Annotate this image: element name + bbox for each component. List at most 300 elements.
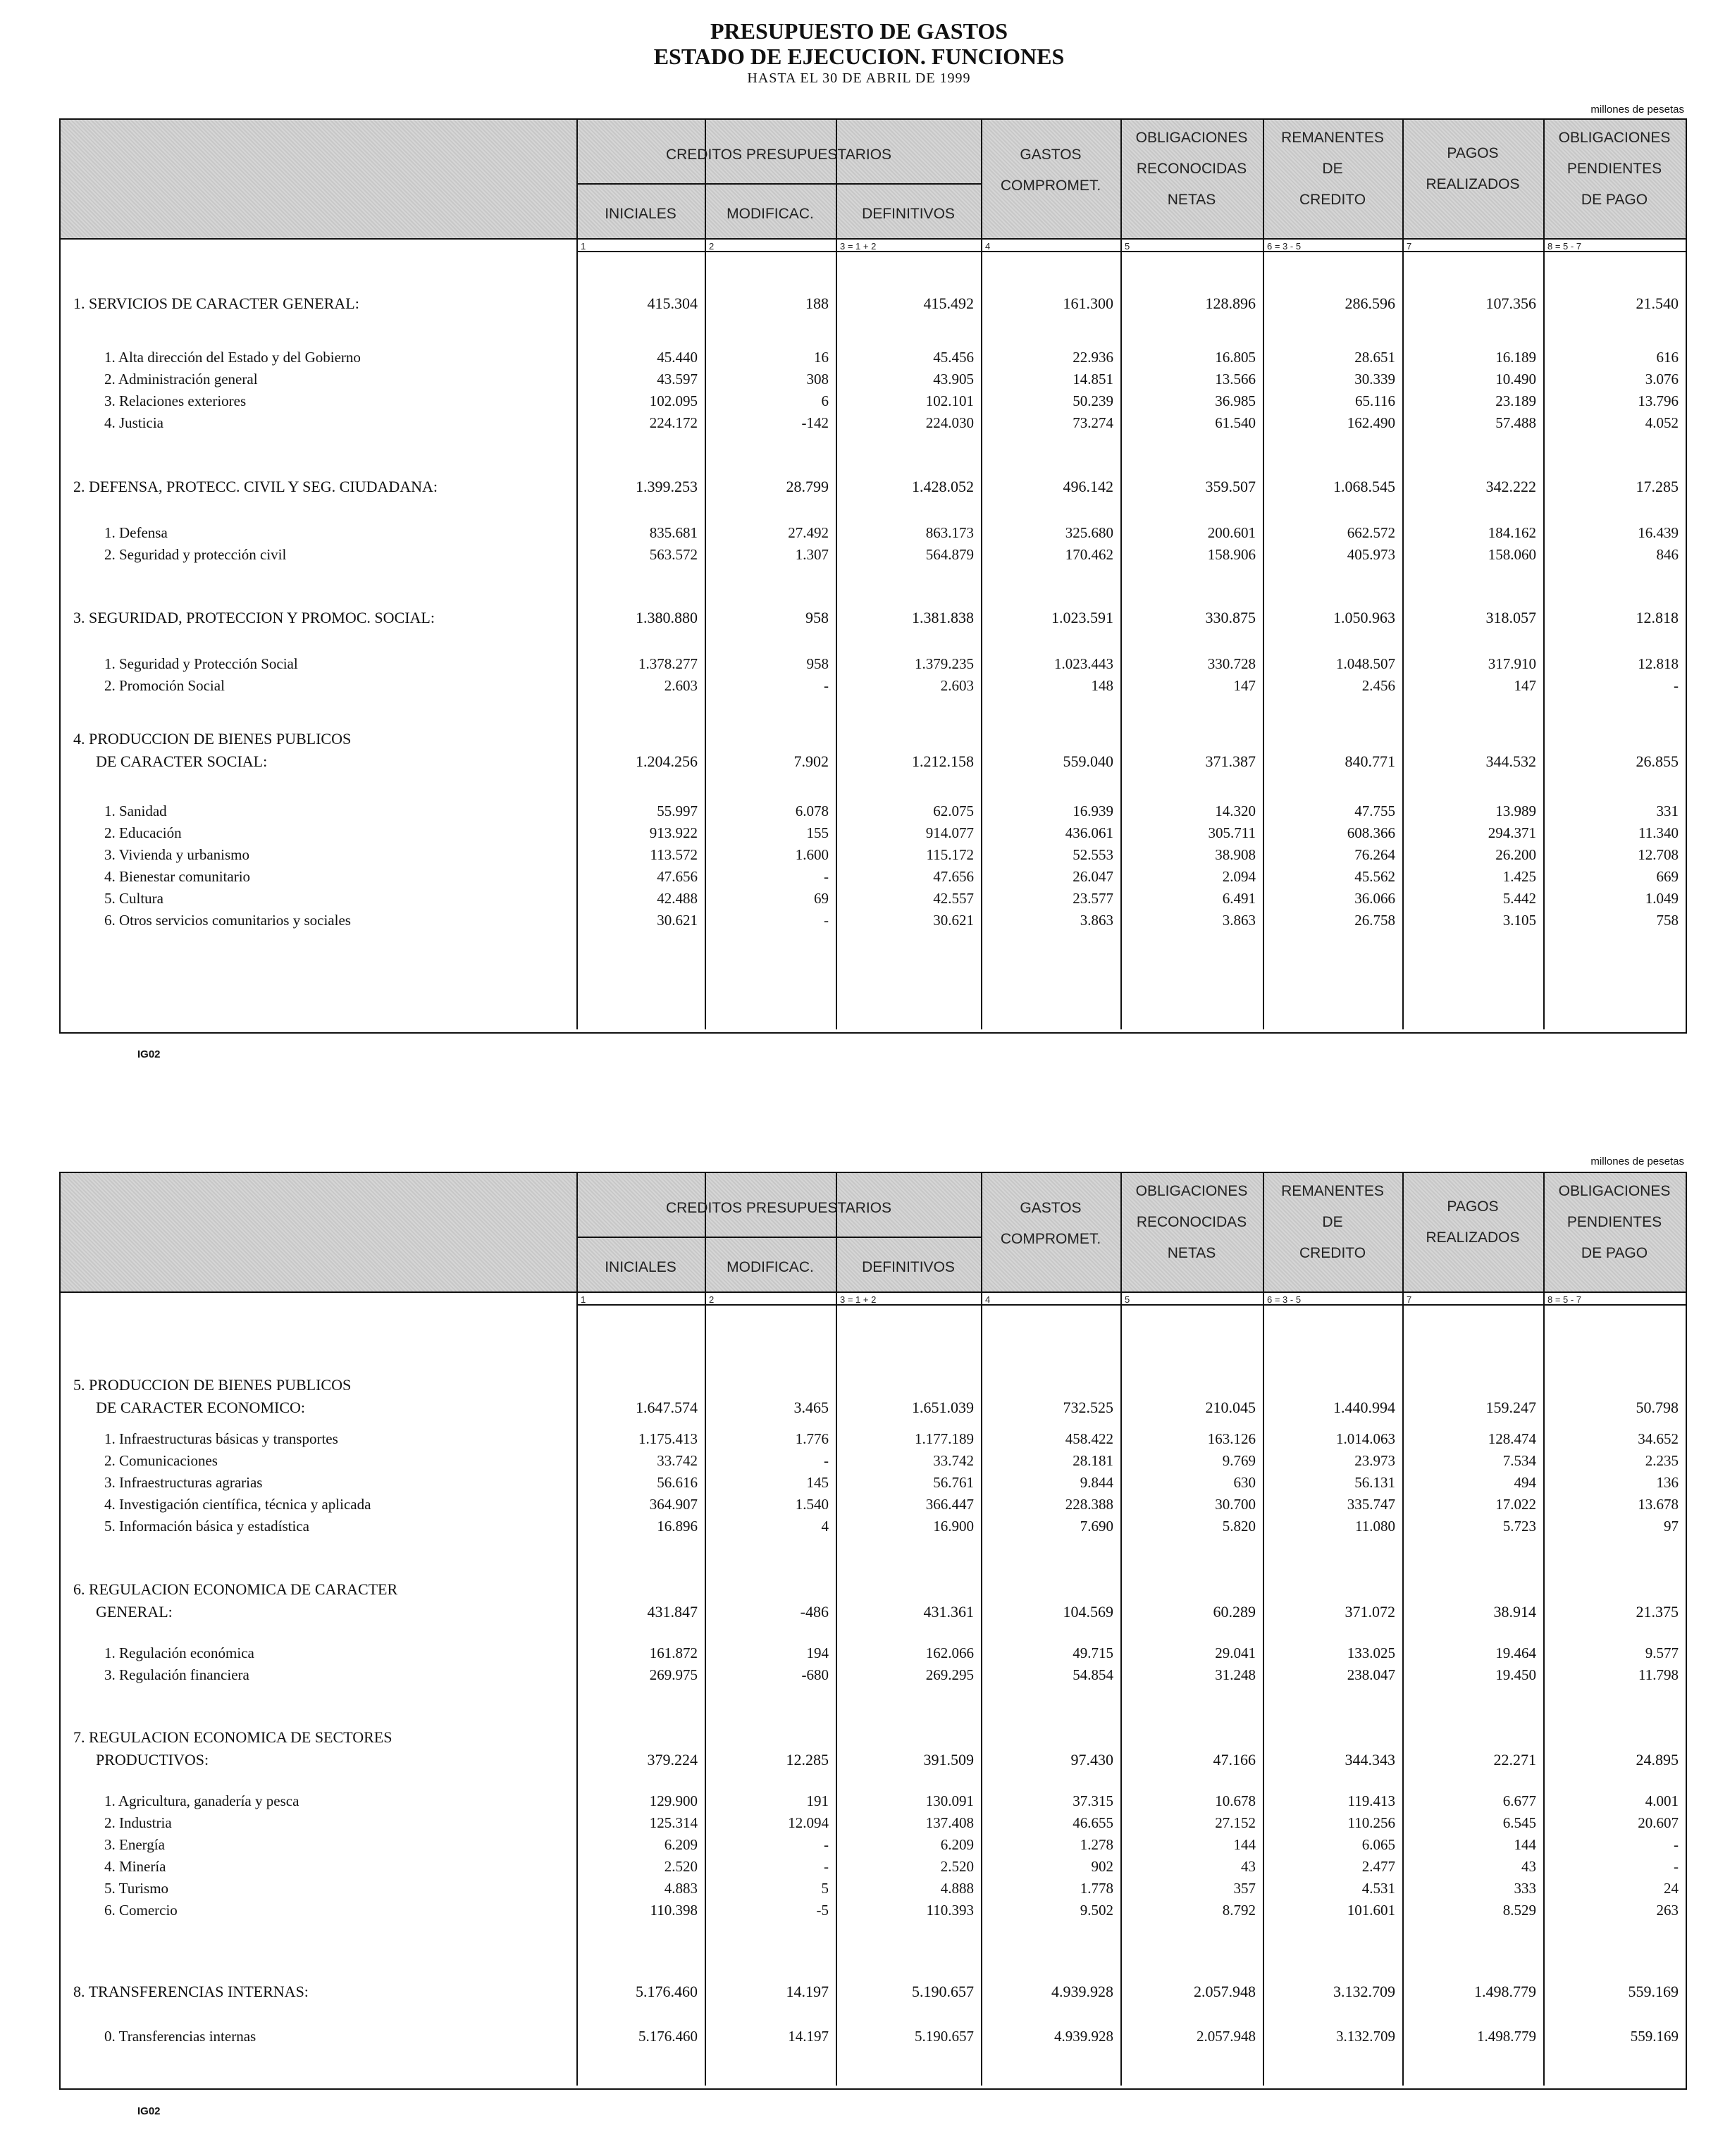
cell-value: 47.656 [933, 868, 974, 885]
cell-value: 26.758 [1354, 912, 1395, 929]
cell-value: 52.553 [1073, 846, 1113, 863]
cell-value: 5.176.460 [636, 1983, 698, 2000]
cell-value: 49.715 [1073, 1644, 1113, 1661]
table-row [61, 1472, 1686, 1493]
cell-value: 28.799 [786, 478, 829, 495]
cell-value: 45.562 [1354, 868, 1395, 885]
cell-value: 110.256 [1347, 1814, 1395, 1831]
cell-value: 125.314 [649, 1814, 698, 1831]
section-row [61, 1375, 1686, 1396]
cell-value: 97.430 [1070, 1751, 1113, 1768]
cell-value: 559.169 [1630, 2028, 1679, 2045]
cell-value: 238.047 [1347, 1666, 1395, 1683]
cell-value: 1.175.413 [638, 1430, 698, 1447]
column-number: 7 [1407, 241, 1412, 252]
cell-value: - [1674, 1858, 1679, 1875]
column-divider [1263, 1173, 1264, 2086]
cell-value: 331 [1656, 803, 1679, 819]
item-label: 4. Minería [104, 1858, 166, 1875]
cell-value: 45.440 [657, 349, 698, 366]
cell-value: 294.371 [1488, 824, 1536, 841]
item-label: 2. Seguridad y protección civil [104, 546, 287, 563]
item-label: 2. Educación [104, 824, 182, 841]
section-label: 5. PRODUCCION DE BIENES PUBLICOS [73, 1376, 352, 1394]
cell-value: 42.557 [933, 890, 974, 907]
header-pendientes: DE PAGO [1581, 1245, 1648, 1261]
cell-value: 191 [806, 1792, 829, 1809]
cell-value: 5.442 [1502, 890, 1536, 907]
column-number: 8 = 5 - 7 [1547, 241, 1582, 252]
cell-value: 76.264 [1354, 846, 1395, 863]
item-label: 1. Seguridad y Protección Social [104, 655, 298, 672]
cell-value: 1.498.779 [1477, 2028, 1536, 2045]
cell-value: 12.818 [1638, 655, 1679, 672]
header-obligaciones: RECONOCIDAS [1136, 1214, 1247, 1230]
column-number: 8 = 5 - 7 [1547, 1294, 1582, 1305]
item-label: 1. Sanidad [104, 803, 167, 819]
table-row [61, 1494, 1686, 1515]
cell-value: 5 [821, 1880, 829, 1897]
item-label: 6. Otros servicios comunitarios y sociales [104, 912, 351, 929]
cell-value: 33.742 [933, 1452, 974, 1469]
cell-value: - [824, 912, 829, 929]
cell-value: 359.507 [1205, 478, 1256, 495]
cell-value: 56.616 [657, 1474, 698, 1491]
cell-value: 170.462 [1065, 546, 1113, 563]
section-label: DE CARACTER SOCIAL: [96, 752, 268, 770]
column-divider [1543, 1173, 1545, 2086]
cell-value: -680 [801, 1666, 829, 1683]
cell-value: 1.498.779 [1474, 1983, 1536, 2000]
column-number: 4 [985, 1294, 991, 1305]
cell-value: 958 [805, 609, 829, 626]
header-obligaciones: NETAS [1167, 192, 1216, 208]
cell-value: 128.896 [1205, 295, 1256, 312]
cell-value: 31.248 [1215, 1666, 1256, 1683]
cell-value: 4.052 [1645, 414, 1679, 431]
cell-value: 34.652 [1638, 1430, 1679, 1447]
cell-value: 835.681 [649, 524, 698, 541]
cell-value: 11.798 [1638, 1666, 1679, 1683]
cell-value: 27.152 [1215, 1814, 1256, 1831]
cell-value: 14.197 [788, 2028, 829, 2045]
header-remanentes: REMANENTES [1281, 130, 1384, 146]
section-label: 8. TRANSFERENCIAS INTERNAS: [73, 1983, 309, 2000]
header-remanentes: REMANENTES [1281, 1183, 1384, 1199]
cell-value: 415.304 [647, 295, 698, 312]
cell-value: 405.973 [1347, 546, 1395, 563]
cell-value: 4 [821, 1518, 829, 1535]
cell-value: 6 [821, 392, 829, 409]
cell-value: 23.189 [1495, 392, 1536, 409]
cell-value: 379.224 [647, 1751, 698, 1768]
header-definitivos: DEFINITIVOS [862, 1259, 955, 1275]
cell-value: 1.440.994 [1333, 1399, 1395, 1416]
header-pagos: REALIZADOS [1426, 1229, 1520, 1246]
table-row [61, 653, 1686, 674]
header-gastos: COMPROMET. [1000, 1231, 1101, 1247]
item-label: 3. Energía [104, 1836, 165, 1853]
section-label: 6. REGULACION ECONOMICA DE CARACTER [73, 1580, 398, 1598]
cell-value: 129.900 [649, 1792, 698, 1809]
cell-value: 50.798 [1636, 1399, 1679, 1416]
cell-value: 60.289 [1213, 1603, 1256, 1621]
cell-value: - [824, 1452, 829, 1469]
cell-value: 431.361 [923, 1603, 974, 1621]
cell-value: 38.908 [1215, 846, 1256, 863]
cell-value: 50.239 [1073, 392, 1113, 409]
cell-value: 5.190.657 [915, 2028, 974, 2045]
table-row [61, 2026, 1686, 2047]
cell-value: 43 [1241, 1858, 1256, 1875]
cell-value: 133.025 [1347, 1644, 1395, 1661]
cell-value: 38.914 [1493, 1603, 1536, 1621]
cell-value: 9.844 [1080, 1474, 1113, 1491]
cell-value: 1.204.256 [636, 752, 698, 770]
column-number: 4 [985, 241, 991, 252]
header-obligaciones: OBLIGACIONES [1135, 130, 1248, 146]
cell-value: 14.320 [1215, 803, 1256, 819]
item-label: 5. Cultura [104, 890, 163, 907]
cell-value: 10.490 [1495, 371, 1536, 388]
cell-value: 73.274 [1073, 414, 1113, 431]
cell-value: - [824, 1836, 829, 1853]
section-row [61, 729, 1686, 750]
section-label: GENERAL: [96, 1603, 173, 1621]
cell-value: 107.356 [1485, 295, 1536, 312]
cell-value: 12.285 [786, 1751, 829, 1768]
cell-value: 119.413 [1347, 1792, 1395, 1809]
cell-value: 4.883 [664, 1880, 698, 1897]
cell-value: 1.425 [1502, 868, 1536, 885]
cell-value: 415.492 [923, 295, 974, 312]
cell-value: 23.577 [1073, 890, 1113, 907]
cell-value: 22.271 [1493, 1751, 1536, 1768]
cell-value: 136 [1656, 1474, 1679, 1491]
section-row [61, 476, 1686, 497]
cell-value: 54.854 [1073, 1666, 1113, 1683]
cell-value: 13.566 [1215, 371, 1256, 388]
item-label: 1. Alta dirección del Estado y del Gobierno [104, 349, 361, 366]
cell-value: 1.379.235 [915, 655, 974, 672]
cell-value: 371.387 [1205, 752, 1256, 770]
table-row [61, 1642, 1686, 1664]
cell-value: 7.902 [793, 752, 829, 770]
item-label: 4. Bienestar comunitario [104, 868, 251, 885]
cell-value: 14.197 [786, 1983, 829, 2000]
cell-value: 958 [806, 655, 829, 672]
header-iniciales: INICIALES [605, 1259, 676, 1275]
header-pendientes: PENDIENTES [1566, 161, 1662, 177]
cell-value: 2.057.948 [1194, 1983, 1256, 2000]
column-number: 6 = 3 - 5 [1267, 1294, 1302, 1305]
cell-value: 61.540 [1215, 414, 1256, 431]
group-divider [576, 1237, 981, 1238]
cell-value: 42.488 [657, 890, 698, 907]
number-row-divider [576, 1304, 1686, 1306]
cell-value: 902 [1091, 1858, 1113, 1875]
section-row [61, 751, 1686, 772]
cell-value: 17.285 [1636, 478, 1679, 495]
table-row [61, 1664, 1686, 1685]
cell-value: 1.177.189 [915, 1430, 974, 1447]
cell-value: 263 [1656, 1902, 1679, 1919]
cell-value: 97 [1664, 1518, 1679, 1535]
cell-value: 102.095 [649, 392, 698, 409]
item-label: 1. Infraestructuras básicas y transportes [104, 1430, 338, 1447]
item-label: 3. Relaciones exteriores [104, 392, 247, 409]
cell-value: 163.126 [1207, 1430, 1256, 1447]
cell-value: 194 [806, 1644, 829, 1661]
item-label: 1. Defensa [104, 524, 168, 541]
column-number: 1 [581, 241, 586, 252]
cell-value: 458.422 [1065, 1430, 1113, 1447]
cell-value: 13.678 [1638, 1496, 1679, 1513]
cell-value: 113.572 [650, 846, 698, 863]
cell-value: 158.906 [1207, 546, 1256, 563]
cell-value: 1.778 [1080, 1880, 1113, 1897]
item-label: 5. Información básica y estadística [104, 1518, 309, 1535]
cell-value: 110.393 [926, 1902, 974, 1919]
cell-value: 2.456 [1361, 677, 1395, 694]
cell-value: 101.601 [1347, 1902, 1395, 1919]
cell-value: 21.375 [1636, 1603, 1679, 1621]
cell-value: 188 [805, 295, 829, 312]
header-remanentes: DE [1322, 161, 1343, 177]
cell-value: 1.428.052 [912, 478, 974, 495]
item-label: 3. Infraestructuras agrarias [104, 1474, 263, 1491]
cell-value: 4.939.928 [1054, 2028, 1113, 2045]
cell-value: 616 [1656, 349, 1679, 366]
table-row [61, 800, 1686, 822]
header-modificac: MODIFICAC. [727, 206, 814, 222]
cell-value: 9.502 [1080, 1902, 1113, 1919]
cell-value: 23.973 [1354, 1452, 1395, 1469]
section-label: 7. REGULACION ECONOMICA DE SECTORES [73, 1728, 393, 1746]
cell-value: 13.989 [1495, 803, 1536, 819]
cell-value: 20.607 [1638, 1814, 1679, 1831]
cell-value: 144 [1514, 1836, 1536, 1853]
header-remanentes: CREDITO [1299, 1245, 1366, 1261]
form-code: IG02 [137, 2105, 161, 2117]
cell-value: 56.761 [933, 1474, 974, 1491]
cell-value: 286.596 [1345, 295, 1395, 312]
section-label: 2. DEFENSA, PROTECC. CIVIL Y SEG. CIUDADANA: [73, 478, 438, 495]
cell-value: 914.077 [925, 824, 974, 841]
cell-value: 47.166 [1213, 1751, 1256, 1768]
cell-value: 29.041 [1215, 1644, 1256, 1661]
cell-value: 144 [1233, 1836, 1256, 1853]
cell-value: 1.068.545 [1333, 478, 1395, 495]
cell-value: 2.094 [1222, 868, 1256, 885]
item-label: 2. Administración general [104, 371, 258, 388]
table-row [61, 1516, 1686, 1537]
cell-value: 17.022 [1495, 1496, 1536, 1513]
header-obligaciones: RECONOCIDAS [1136, 161, 1247, 177]
cell-value: 102.101 [925, 392, 974, 409]
cell-value: 27.492 [788, 524, 829, 541]
cell-value: 3.465 [793, 1399, 829, 1416]
cell-value: 669 [1656, 868, 1679, 885]
cell-value: 104.569 [1063, 1603, 1113, 1621]
cell-value: 342.222 [1485, 478, 1536, 495]
cell-value: - [824, 677, 829, 694]
cell-value: 147 [1514, 677, 1536, 694]
cell-value: 43 [1521, 1858, 1536, 1875]
cell-value: 3.132.709 [1333, 1983, 1395, 2000]
item-label: 2. Promoción Social [104, 677, 225, 694]
table-row [61, 844, 1686, 865]
header-pagos: PAGOS [1447, 145, 1499, 161]
cell-value: 24.895 [1636, 1751, 1679, 1768]
cell-value: 16 [814, 349, 829, 366]
table-row [61, 822, 1686, 843]
cell-value: - [1674, 677, 1679, 694]
table-row [61, 1450, 1686, 1471]
cell-value: 1.381.838 [912, 609, 974, 626]
cell-value: 1.540 [795, 1496, 829, 1513]
cell-value: 16.896 [657, 1518, 698, 1535]
cell-value: 840.771 [1345, 752, 1395, 770]
cell-value: - [824, 868, 829, 885]
cell-value: 1.014.063 [1336, 1430, 1395, 1447]
cell-value: 30.621 [933, 912, 974, 929]
cell-value: 161.872 [649, 1644, 698, 1661]
cell-value: 28.651 [1354, 349, 1395, 366]
cell-value: 8.529 [1502, 1902, 1536, 1919]
table-row [61, 675, 1686, 696]
header-creditos-presupuestarios: CREDITOS PRESUPUESTARIOS [665, 147, 892, 163]
cell-value: 36.066 [1354, 890, 1395, 907]
table-row [61, 1834, 1686, 1855]
table-row [61, 1878, 1686, 1899]
report-subtitle: ESTADO DE EJECUCION. FUNCIONES [653, 44, 1065, 69]
table-row [61, 910, 1686, 931]
header-modificac: MODIFICAC. [727, 1259, 814, 1275]
cell-value: 5.820 [1222, 1518, 1256, 1535]
group-divider [576, 183, 981, 185]
report-header [0, 18, 1718, 87]
table-row [61, 347, 1686, 368]
cell-value: 1.378.277 [638, 655, 698, 672]
cell-value: 2.520 [664, 1858, 698, 1875]
cell-value: 128.474 [1488, 1430, 1536, 1447]
cell-value: 3.105 [1502, 912, 1536, 929]
header-remanentes: CREDITO [1299, 192, 1366, 208]
section-label: 1. SERVICIOS DE CARACTER GENERAL: [73, 295, 359, 312]
cell-value: 846 [1656, 546, 1679, 563]
cell-value: 130.091 [925, 1792, 974, 1809]
cell-value: 3.076 [1645, 371, 1679, 388]
cell-value: 55.997 [657, 803, 698, 819]
cell-value: 357 [1233, 1880, 1256, 1897]
cell-value: 7.690 [1080, 1518, 1113, 1535]
section-row [61, 1727, 1686, 1748]
column-number: 3 = 1 + 2 [840, 1294, 877, 1305]
cell-value: 662.572 [1347, 524, 1395, 541]
cell-value: 366.447 [925, 1496, 974, 1513]
section-row [61, 1981, 1686, 2002]
cell-value: 1.380.880 [636, 609, 698, 626]
cell-value: 3.863 [1222, 912, 1256, 929]
cell-value: 6.078 [795, 803, 829, 819]
table-row [61, 1812, 1686, 1833]
cell-value: 47.656 [657, 868, 698, 885]
cell-value: - [824, 1858, 829, 1875]
cell-value: 19.450 [1495, 1666, 1536, 1683]
column-number: 5 [1125, 1294, 1130, 1305]
form-code: IG02 [137, 1048, 161, 1060]
header-pagos: PAGOS [1447, 1198, 1499, 1215]
table-row [61, 368, 1686, 390]
cell-value: 6.209 [664, 1836, 698, 1853]
cell-value: 36.985 [1215, 392, 1256, 409]
cell-value: 2.520 [940, 1858, 974, 1875]
cell-value: 1.212.158 [912, 752, 974, 770]
cell-value: 563.572 [649, 546, 698, 563]
cell-value: 110.398 [650, 1902, 698, 1919]
column-divider [576, 1173, 578, 2086]
item-label: 1. Regulación económica [104, 1644, 254, 1661]
cell-value: 1.278 [1080, 1836, 1113, 1853]
cell-value: 4.531 [1361, 1880, 1395, 1897]
section-row [61, 607, 1686, 628]
column-number: 2 [709, 1294, 715, 1305]
cell-value: 2.603 [940, 677, 974, 694]
cell-value: 46.655 [1073, 1814, 1113, 1831]
table-row [61, 544, 1686, 565]
header-iniciales: INICIALES [605, 206, 676, 222]
cell-value: 162.066 [925, 1644, 974, 1661]
table-row [61, 1428, 1686, 1449]
cell-value: 13.796 [1638, 392, 1679, 409]
cell-value: 4.001 [1645, 1792, 1679, 1809]
cell-value: 11.340 [1638, 824, 1679, 841]
units-label: millones de pesetas [1590, 1156, 1684, 1167]
cell-value: 1.048.507 [1336, 655, 1395, 672]
item-label: 0. Transferencias internas [104, 2028, 257, 2045]
cell-value: 47.755 [1354, 803, 1395, 819]
cell-value: 1.600 [795, 846, 829, 863]
cell-value: 147 [1233, 677, 1256, 694]
cell-value: 2.603 [664, 677, 698, 694]
cell-value: 1.647.574 [636, 1399, 698, 1416]
cell-value: 305.711 [1208, 824, 1256, 841]
cell-value: 630 [1233, 1474, 1256, 1491]
item-label: 4. Investigación científica, técnica y aplicada [104, 1496, 371, 1513]
table-row [61, 390, 1686, 411]
cell-value: 16.900 [933, 1518, 974, 1535]
cell-value: 14.851 [1073, 371, 1113, 388]
header-definitivos: DEFINITIVOS [862, 206, 955, 222]
units-label: millones de pesetas [1590, 104, 1684, 116]
cell-value: 436.061 [1065, 824, 1113, 841]
cell-value: 371.072 [1345, 1603, 1395, 1621]
cell-value: 344.343 [1345, 1751, 1395, 1768]
cell-value: 16.439 [1638, 524, 1679, 541]
cell-value: -142 [801, 414, 829, 431]
cell-value: 317.910 [1488, 655, 1536, 672]
budget-table-1 [59, 118, 1687, 1034]
section-row [61, 1397, 1686, 1418]
cell-value: 1.023.443 [1054, 655, 1113, 672]
cell-value: 9.769 [1222, 1452, 1256, 1469]
cell-value: 184.162 [1488, 524, 1536, 541]
header-creditos-presupuestarios: CREDITOS PRESUPUESTARIOS [665, 1200, 892, 1216]
header-obligaciones: NETAS [1167, 1245, 1216, 1261]
header-obligaciones: OBLIGACIONES [1135, 1183, 1248, 1199]
cell-value: 155 [806, 824, 829, 841]
